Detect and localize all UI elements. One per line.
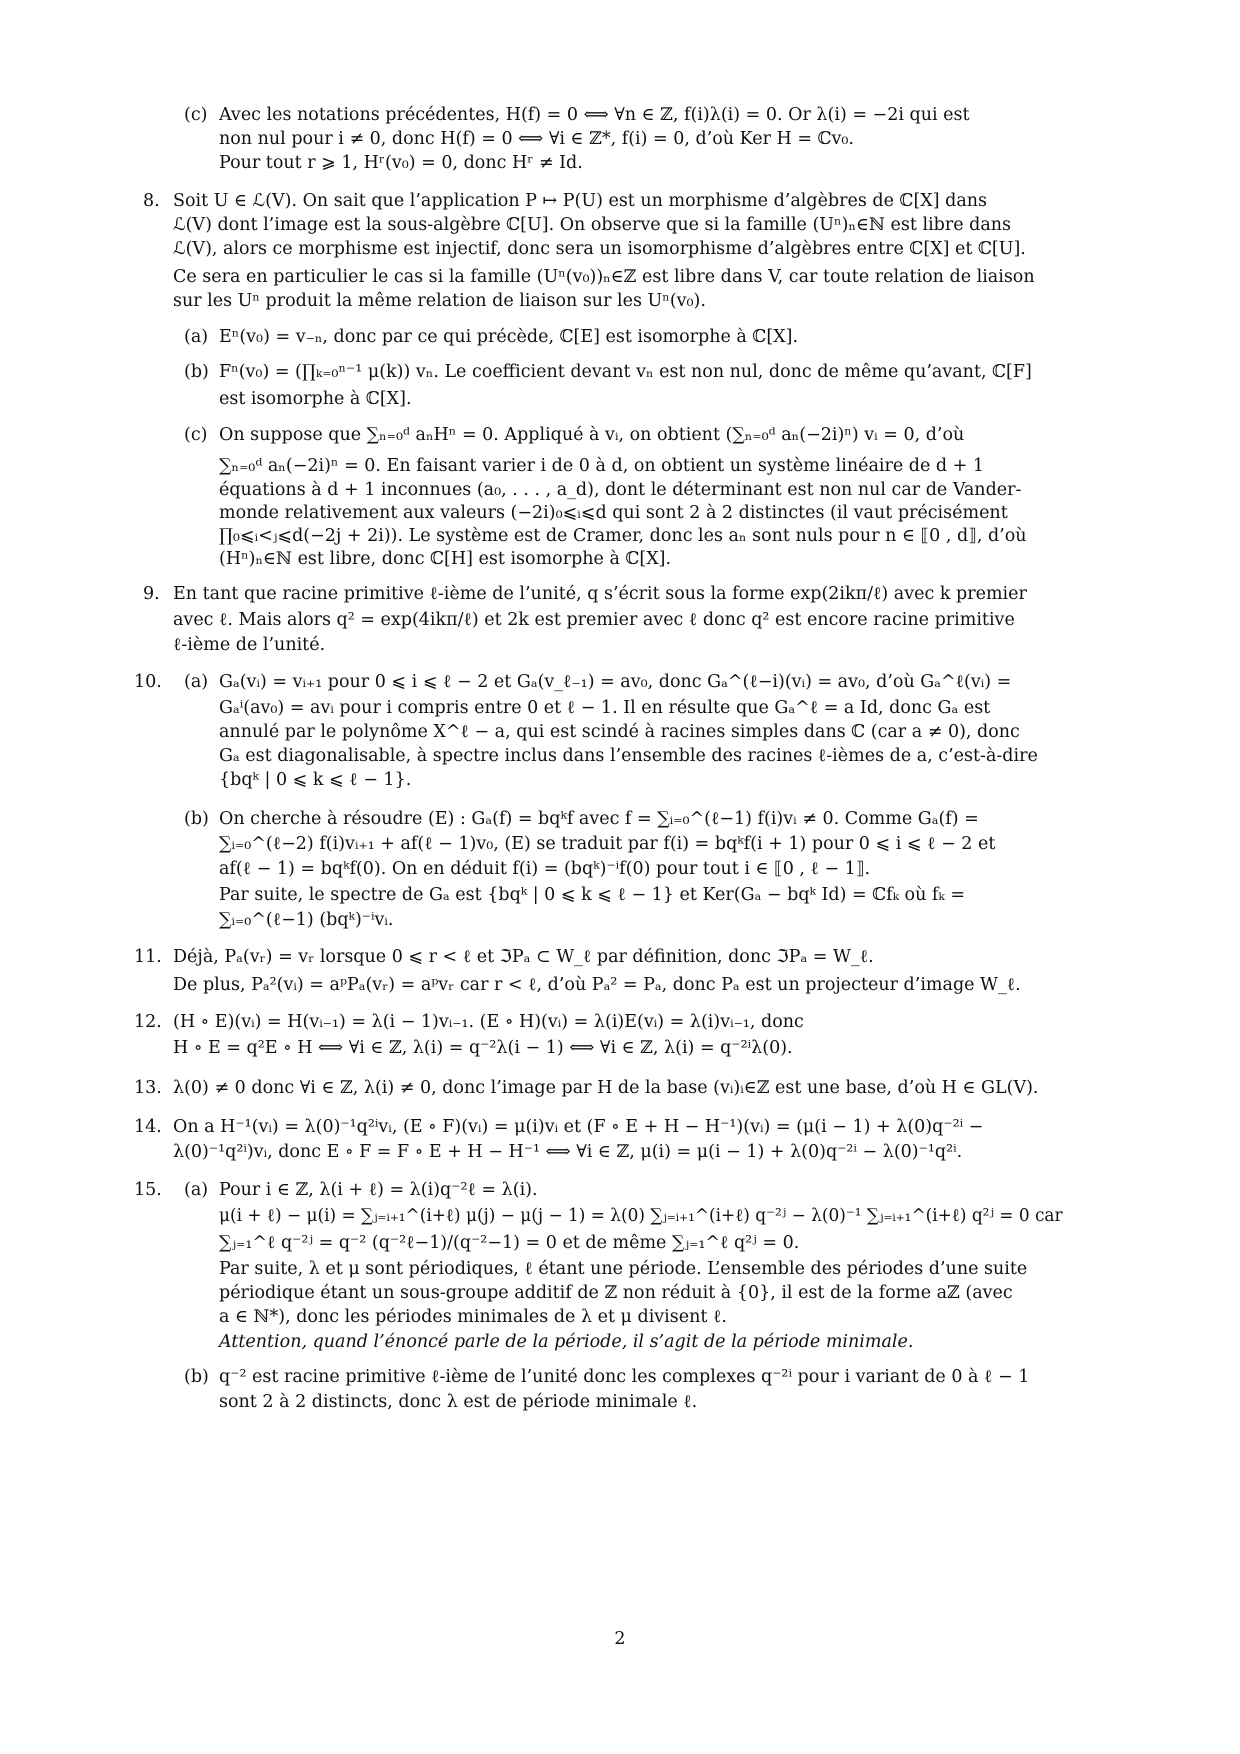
text-line: ℒ(V), alors ce morphisme est injectif, donc sera un isomorphisme d’algèbres entre ℂ[X] et ℂ[U]. [173,239,1026,259]
text-line: μ(i + ℓ) − μ(i) = ∑ⱼ₌ᵢ₊₁^(i+ℓ) μ(j) − μ(j − 1) = λ(0) ∑ⱼ₌ᵢ₊₁^(i+ℓ) q⁻²ʲ − λ(0)⁻¹ ∑ⱼ₌ᵢ₊₁^(i+ℓ) q²ʲ = 0 car [219,1206,1063,1226]
section-number: 9. [143,584,160,604]
text-line: Déjà, Pₐ(vᵣ) = vᵣ lorsque 0 ⩽ r < ℓ et ℑPₐ ⊂ W_ℓ par définition, donc ℑPₐ = W_ℓ. [173,947,874,967]
text-line: af(ℓ − 1) = bqᵏf(0). On en déduit f(i) = (bqᵏ)⁻ⁱf(0) pour tout i ∈ ⟦0 , ℓ − 1⟧. [219,859,871,879]
text-line: ℒ(V) dont l’image est la sous-algèbre ℂ[U]. On observe que si la famille (Uⁿ)ₙ∈ℕ est libre dans [173,215,1012,235]
text-line: Fⁿ(v₀) = (∏ₖ₌₀ⁿ⁻¹ μ(k)) vₙ. Le coefficient devant vₙ est non nul, donc de même qu’avant, ℂ[F] [219,362,1032,382]
text-line: Gₐ(vᵢ) = vᵢ₊₁ pour 0 ⩽ i ⩽ ℓ − 2 et Gₐ(v_ℓ₋₁) = av₀, donc Gₐ^(ℓ−i)(vᵢ) = av₀, d’où Gₐ^ℓ(vᵢ) = [219,672,1012,692]
text-line: sont 2 à 2 distincts, donc λ est de période minimale ℓ. [219,1392,698,1412]
text-line: Pour tout r ⩾ 1, Hʳ(v₀) = 0, donc Hʳ ≠ Id. [219,153,583,173]
text-line: équations à d + 1 inconnues (a₀, . . . , a_d), dont le déterminant est non nul car de Vander- [219,480,1022,500]
item-label: (a) [184,1180,209,1200]
text-line: avec ℓ. Mais alors q² = exp(4ikπ/ℓ) et 2k est premier avec ℓ donc q² est encore racine primitive [173,610,1015,630]
page-number: 2 [614,1629,626,1649]
text-line: En tant que racine primitive ℓ-ième de l’unité, q s’écrit sous la forme exp(2ikπ/ℓ) avec k premier [173,584,1027,604]
text-line: On cherche à résoudre (E) : Gₐ(f) = bqᵏf avec f = ∑ᵢ₌₀^(ℓ−1) f(i)vᵢ ≠ 0. Comme Gₐ(f) = [219,809,979,829]
text-line: Avec les notations précédentes, H(f) = 0 ⟺ ∀n ∈ ℤ, f(i)λ(i) = 0. Or λ(i) = −2i qui est [219,105,970,125]
text-line: non nul pour i ≠ 0, donc H(f) = 0 ⟺ ∀i ∈ ℤ*, f(i) = 0, d’où Ker H = ℂv₀. [219,129,854,149]
text-line: sur les Uⁿ produit la même relation de liaison sur les Uⁿ(v₀). [173,291,706,311]
text-line: monde relativement aux valeurs (−2i)₀⩽ᵢ⩽d qui sont 2 à 2 distinctes (il vaut précisément [219,503,1008,523]
section-number: 12. [134,1012,162,1032]
text-line: ℓ-ième de l’unité. [173,635,326,655]
text-line: On a H⁻¹(vᵢ) = λ(0)⁻¹q²ⁱvᵢ, (E ∘ F)(vᵢ) = μ(i)vᵢ et (F ∘ E + H − H⁻¹)(vᵢ) = (μ(i − 1) + λ(0)q⁻²ⁱ − [173,1117,984,1137]
text-line: (H ∘ E)(vᵢ) = H(vᵢ₋₁) = λ(i − 1)vᵢ₋₁. (E ∘ H)(vᵢ) = λ(i)E(vᵢ) = λ(i)vᵢ₋₁, donc [173,1012,804,1032]
item-label: (b) [184,362,209,382]
text-line: Soit U ∈ ℒ(V). On sait que l’application P ↦ P(U) est un morphisme d’algèbres de ℂ[X] dans [173,191,988,211]
text-line: a ∈ ℕ*), donc les périodes minimales de λ et μ divisent ℓ. [219,1307,727,1327]
section-number: 8. [143,191,160,211]
item-label: (a) [184,672,209,692]
text-line: On suppose que ∑ₙ₌₀ᵈ aₙHⁿ = 0. Appliqué à vᵢ, on obtient (∑ₙ₌₀ᵈ aₙ(−2i)ⁿ) vᵢ = 0, d’où [219,425,965,445]
text-line: q⁻² est racine primitive ℓ-ième de l’unité donc les complexes q⁻²ⁱ pour i variant de 0 à ℓ − 1 [219,1367,1030,1387]
italic-note: Attention, quand l’énoncé parle de la période, il s’agit de la période minimale. [219,1332,914,1352]
text-line: ∑ⱼ₌₁^ℓ q⁻²ʲ = q⁻² (q⁻²ℓ−1)/(q⁻²−1) = 0 et de même ∑ⱼ₌₁^ℓ q²ʲ = 0. [219,1233,800,1253]
item-label: (c) [184,105,208,125]
text-line: Gₐⁱ(av₀) = avᵢ pour i compris entre 0 et ℓ − 1. Il en résulte que Gₐ^ℓ = a Id, donc Gₐ est [219,698,991,718]
text-line: λ(0) ≠ 0 donc ∀i ∈ ℤ, λ(i) ≠ 0, donc l’image par H de la base (vᵢ)ᵢ∈ℤ est une base, d’où H ∈ GL(V). [173,1078,1039,1098]
text-line: (Hⁿ)ₙ∈ℕ est libre, donc ℂ[H] est isomorphe à ℂ[X]. [219,549,672,569]
section-number: 11. [134,947,162,967]
text-line: Eⁿ(v₀) = v₋ₙ, donc par ce qui précède, ℂ[E] est isomorphe à ℂ[X]. [219,327,799,347]
item-label: (c) [184,425,208,445]
text-line: {bqᵏ | 0 ⩽ k ⩽ ℓ − 1}. [219,770,412,790]
text-line: H ∘ E = q²E ∘ H ⟺ ∀i ∈ ℤ, λ(i) = q⁻²λ(i − 1) ⟺ ∀i ∈ ℤ, λ(i) = q⁻²ⁱλ(0). [173,1038,793,1058]
item-label: (b) [184,1367,209,1387]
text-line: Ce sera en particulier le cas si la famille (Uⁿ(v₀))ₙ∈ℤ est libre dans V, car toute relation de liaison [173,267,1035,287]
text-line: De plus, Pₐ²(vᵢ) = aᵖPₐ(vᵣ) = aᵖvᵣ car r < ℓ, d’où Pₐ² = Pₐ, donc Pₐ est un projecteur d’image W_ℓ. [173,975,1021,995]
text-line: Gₐ est diagonalisable, à spectre inclus dans l’ensemble des racines ℓ-ièmes de a, c’est-à-dire [219,746,1038,766]
section-number: 13. [134,1078,162,1098]
section-number: 10. [134,672,162,692]
section-number: 14. [134,1117,162,1137]
text-line: λ(0)⁻¹q²ⁱ)vᵢ, donc E ∘ F = F ∘ E + H − H⁻¹ ⟺ ∀i ∈ ℤ, μ(i) = μ(i − 1) + λ(0)q⁻²ⁱ − λ(0)⁻¹q²ⁱ. [173,1142,963,1162]
text-line: est isomorphe à ℂ[X]. [219,389,412,409]
text-line: ∑ᵢ₌₀^(ℓ−1) (bqᵏ)⁻ⁱvᵢ. [219,910,394,930]
section-number: 15. [134,1180,162,1200]
text-line: ∏₀⩽ᵢ<ⱼ⩽d(−2j + 2i)). Le système est de Cramer, donc les aₙ sont nuls pour n ∈ ⟦0 , d⟧, d’où [219,526,1027,546]
text-line: Par suite, λ et μ sont périodiques, ℓ étant une période. L’ensemble des périodes d’une suite [219,1259,1028,1279]
item-label: (a) [184,327,209,347]
item-label: (b) [184,809,209,829]
text-line: Par suite, le spectre de Gₐ est {bqᵏ | 0 ⩽ k ⩽ ℓ − 1} et Ker(Gₐ − bqᵏ Id) = ℂfₖ où fₖ = [219,885,966,905]
text-line: annulé par le polynôme X^ℓ − a, qui est scindé à racines simples dans ℂ (car a ≠ 0), donc [219,722,1020,742]
text-line: ∑ᵢ₌₀^(ℓ−2) f(i)vᵢ₊₁ + af(ℓ − 1)v₀, (E) se traduit par f(i) = bqᵏf(i + 1) pour 0 ⩽ i ⩽ ℓ − 2 et [219,834,996,854]
text-line: ∑ₙ₌₀ᵈ aₙ(−2i)ⁿ = 0. En faisant varier i de 0 à d, on obtient un système linéaire de d + 1 [219,456,985,476]
text-line: Pour i ∈ ℤ, λ(i + ℓ) = λ(i)q⁻²ℓ = λ(i). [219,1180,538,1200]
text-line: périodique étant un sous-groupe additif de ℤ non réduit à {0}, il est de la forme aℤ (avec [219,1283,1013,1303]
